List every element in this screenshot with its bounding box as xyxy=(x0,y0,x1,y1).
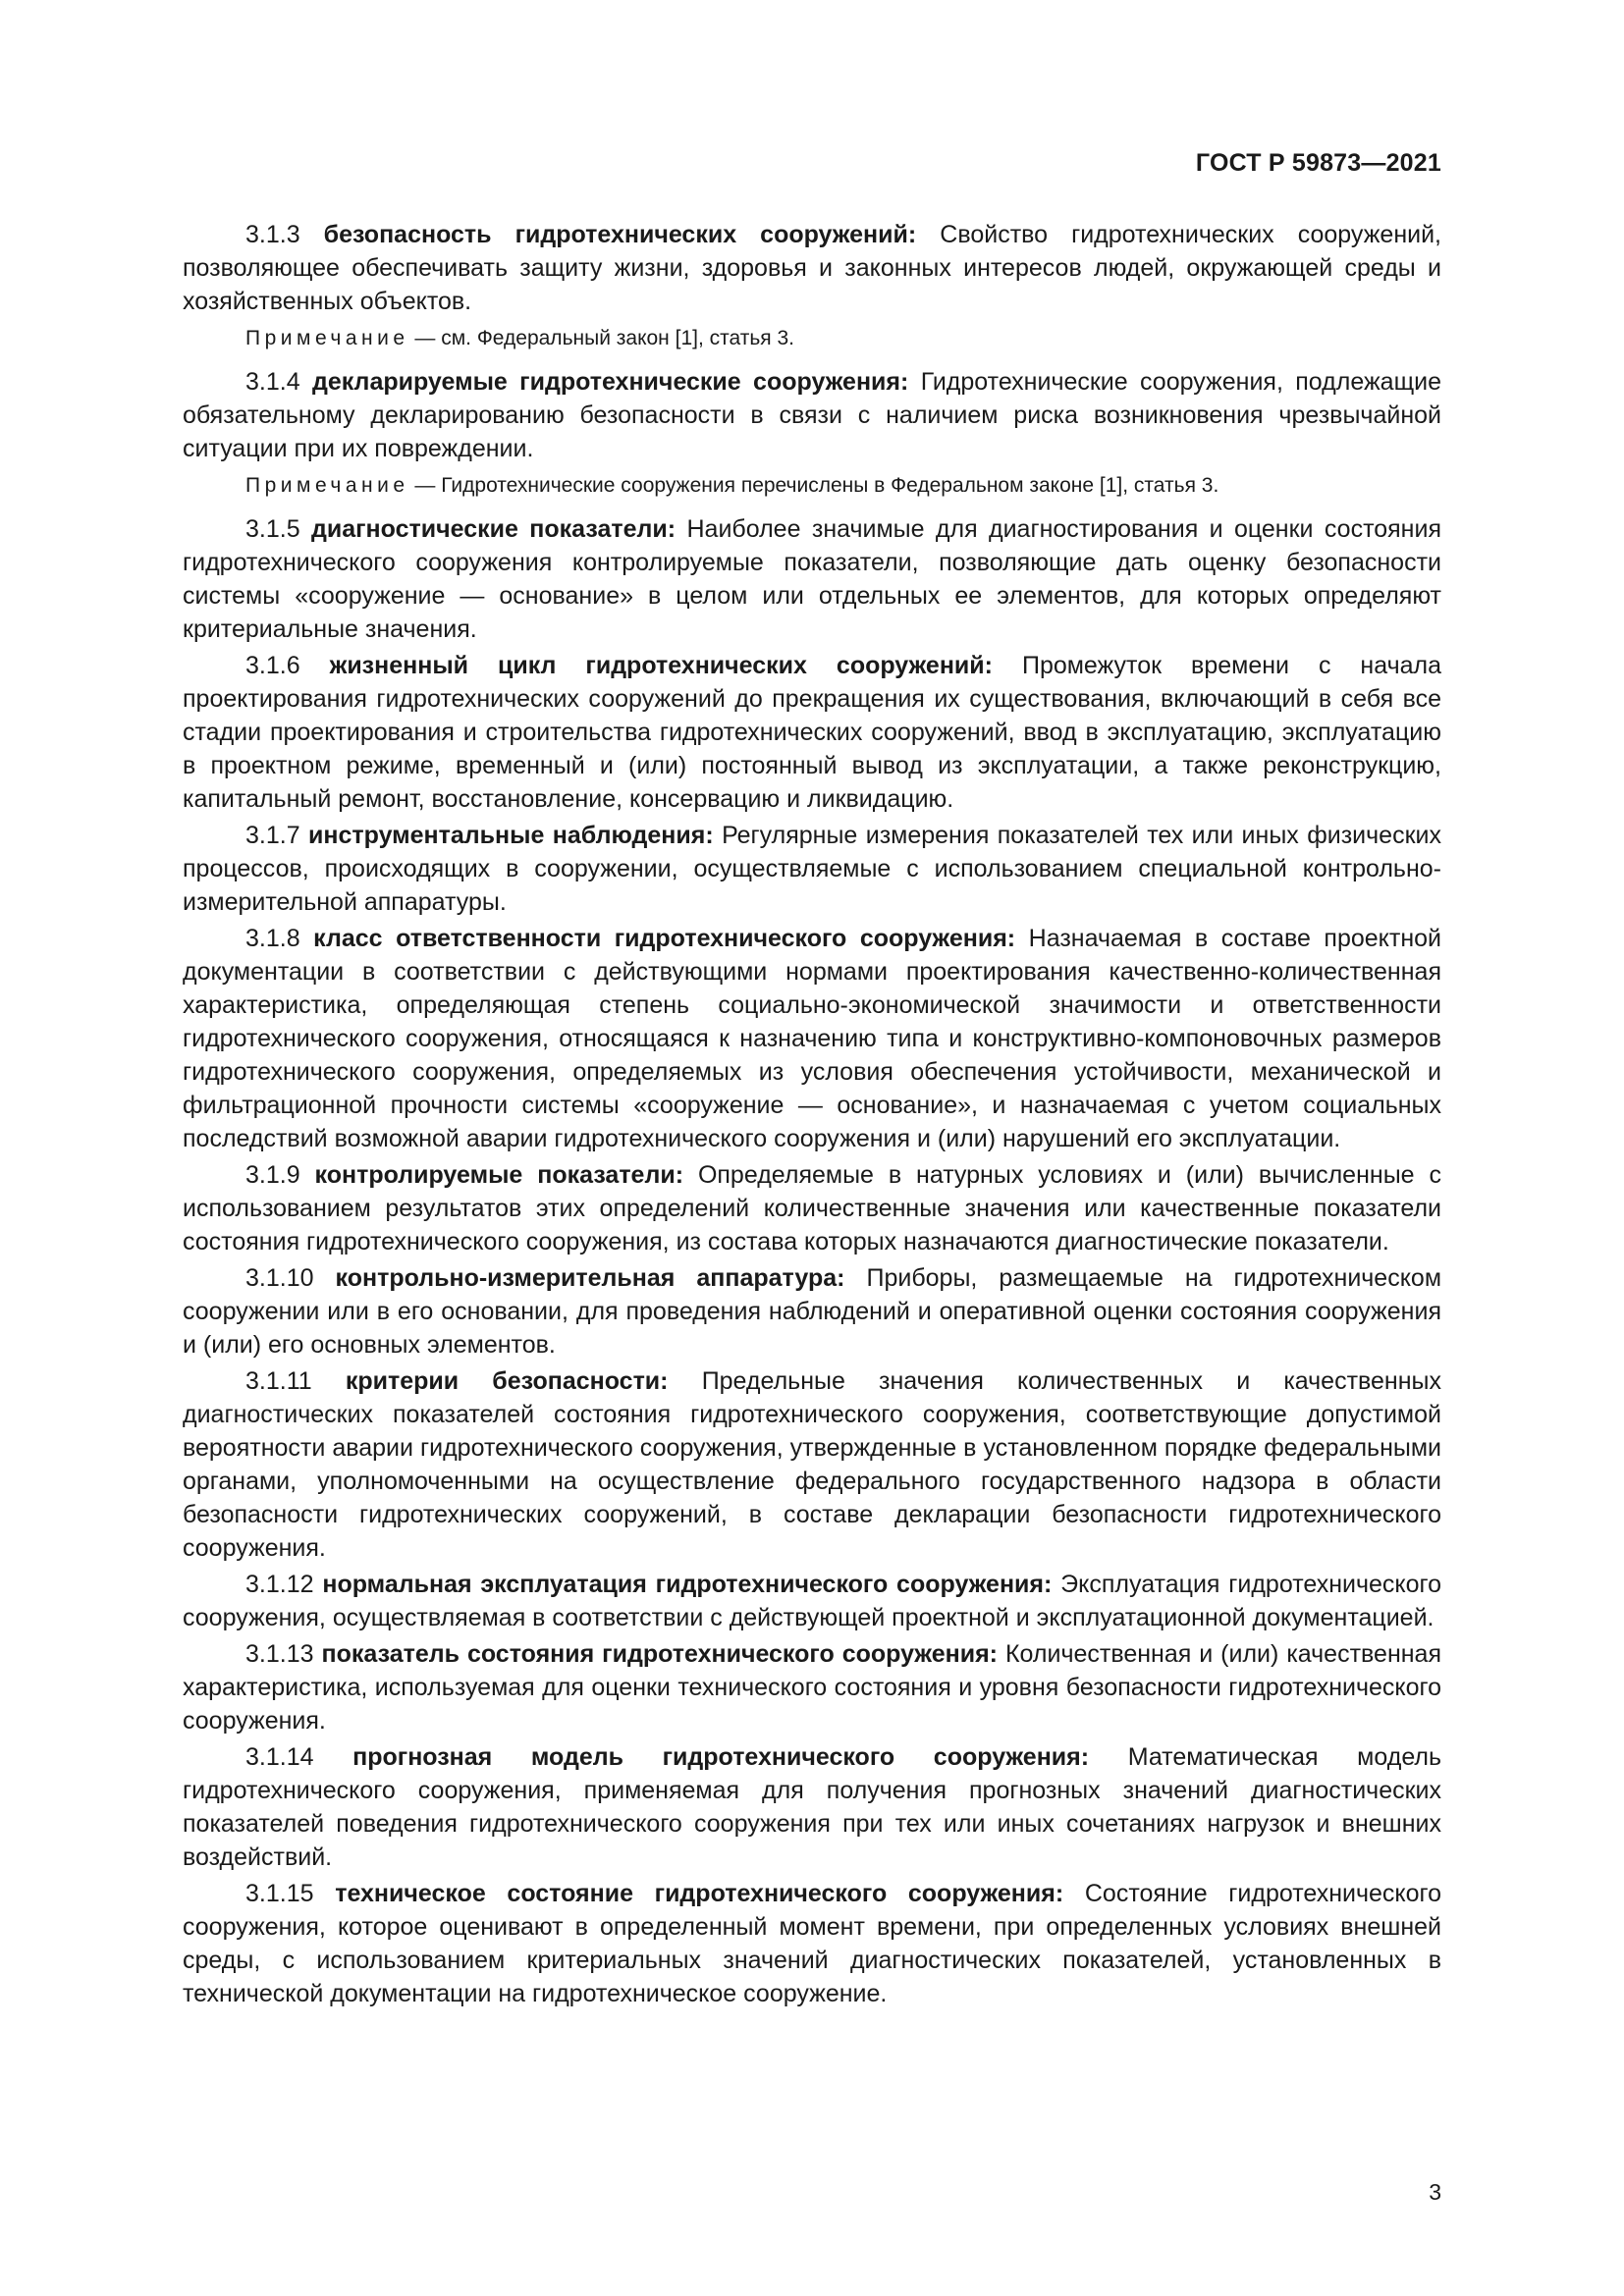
definition-entry xyxy=(183,649,1441,816)
entry-definition: Промежуток времени с начала проектирования гидротехнических сооружений до прекращения их существования, включающий в себя все стадии проектирования и строительства гидротехнических сооружений, ввод в эксплуатацию, эксплуатацию в проектном режиме, временный и (или) постоянный вывод из эксплуатации, а также реконструкцию, капитальный ремонт, восстановление, консервацию и ликвидацию. xyxy=(183,652,1442,813)
entry-definition: Гидротехнические сооружения, подлежащие обязательному декларированию безопасности в связи с наличием риска возникновения чрезвычайной ситуации при их повреждении. xyxy=(183,368,1442,462)
definition-entry xyxy=(183,1568,1441,1634)
entry-term: прогнозная модель гидротехнического сооружения: xyxy=(352,1743,1090,1771)
definition-entry xyxy=(183,365,1441,465)
definition-entry xyxy=(183,922,1441,1155)
entry-definition: Назначаемая в составе проектной документации в соответствии с действующими нормами проектирования качественно-количественная характеристика, определяющая степень социально-экономической значимости и ответственности гидротехнического сооружения, относящаяся к назначению типа и конструктивно-компоновочных размеров гидротехнического сооружения, определяемых из условия обеспечения устойчивости, механической и фильтрационной прочности системы «сооружение — основание», и назначаемая с учетом социальных последствий возможной аварии гидротехнического сооружения и (или) нарушений его эксплуатации. xyxy=(183,925,1441,1152)
entry-term: нормальная эксплуатация гидротехнического сооружения: xyxy=(322,1571,1053,1598)
entry-definition: Предельные значения количественных и качественных диагностических показателей состояния гидротехнического сооружения, соответствующие допустимой вероятности аварии гидротехнического сооружения, утвержденные в установленном порядке федеральными органами, уполномоченными на осуществление федерального государственного надзора в области безопасности гидротехнических сооружений, в составе декларации безопасности гидротехнического сооружения. xyxy=(183,1367,1442,1562)
entry-number: 3.1.8 xyxy=(245,925,300,952)
note-label: Примечание xyxy=(245,474,409,497)
entry-note xyxy=(183,324,1441,353)
note-text: — см. Федеральный закон [1], статья 3. xyxy=(408,327,794,349)
entry-number: 3.1.5 xyxy=(245,515,300,543)
page-number: 3 xyxy=(1429,2179,1441,2205)
note-label: Примечание xyxy=(245,327,409,349)
document-id-header: ГОСТ Р 59873—2021 xyxy=(1195,149,1441,177)
entry-definition: Определяемые в натурных условиях и (или) вычисленные с использованием результатов этих определений количественные значения или качественные показатели состояния гидротехнического сооружения, из состава которых назначаются диагностические показатели. xyxy=(183,1161,1441,1255)
entry-definition: Состояние гидротехнического сооружения, которое оценивают в определенный момент времени, при определенных условиях внешней среды, с использованием критериальных значений диагностических показателей, установленных в технической документации на гидротехническое сооружение. xyxy=(183,1880,1442,2007)
entry-definition: Математическая модель гидротехнического сооружения, применяемая для получения прогнозных значений диагностических показателей поведения гидротехнического сооружения при тех или иных сочетаниях нагрузок и внешних воздействий. xyxy=(183,1743,1442,1871)
definitions-section xyxy=(183,218,1441,2013)
entry-number: 3.1.3 xyxy=(245,221,300,248)
entry-number: 3.1.4 xyxy=(245,368,300,396)
entry-definition: Эксплуатация гидротехнического сооружения, осуществляемая в соответствии с действующей проектной и эксплуатационной документацией. xyxy=(183,1571,1442,1631)
entry-definition: Приборы, размещаемые на гидротехническом сооружении или в его основании, для проведения наблюдений и оперативной оценки состояния сооружения и (или) его основных элементов. xyxy=(183,1264,1442,1359)
entry-definition: Наиболее значимые для диагностирования и оценки состояния гидротехнического сооружения контролируемые показатели, позволяющие дать оценку безопасности системы «сооружение — основание» в целом или отдельных ее элементов, для которых определяют критериальные значения. xyxy=(183,515,1441,643)
entry-term: диагностические показатели: xyxy=(311,515,677,543)
entry-number: 3.1.10 xyxy=(245,1264,314,1292)
entry-definition: Количественная и (или) качественная характеристика, используемая для оценки технического состояния и уровня безопасности гидротехнического сооружения. xyxy=(183,1640,1441,1735)
entry-term: безопасность гидротехнических сооружений: xyxy=(323,221,917,248)
entry-number: 3.1.7 xyxy=(245,822,300,849)
definition-entry xyxy=(183,819,1441,919)
entry-definition: Свойство гидротехнических сооружений, позволяющее обеспечивать защиту жизни, здоровья и законных интересов людей, окружающей среды и хозяйственных объектов. xyxy=(183,221,1441,315)
entry-number: 3.1.9 xyxy=(245,1161,300,1189)
definition-entry xyxy=(183,1158,1441,1258)
definition-entry xyxy=(183,1740,1441,1874)
definition-entry xyxy=(183,1637,1441,1737)
entry-term: критерии безопасности: xyxy=(345,1367,669,1395)
entry-term: техническое состояние гидротехнического сооружения: xyxy=(335,1880,1064,1907)
entry-term: жизненный цикл гидротехнических сооружений: xyxy=(329,652,993,679)
entry-term: контролируемые показатели: xyxy=(314,1161,684,1189)
entry-note xyxy=(183,471,1441,501)
entry-number: 3.1.13 xyxy=(245,1640,314,1668)
entry-term: контрольно-измерительная аппаратура: xyxy=(335,1264,845,1292)
note-text: — Гидротехнические сооружения перечислены в Федеральном законе [1], статья 3. xyxy=(408,474,1219,497)
definition-entry xyxy=(183,512,1441,646)
definition-entry xyxy=(183,218,1441,318)
entry-number: 3.1.14 xyxy=(245,1743,314,1771)
definition-entry xyxy=(183,1261,1441,1362)
entry-term: класс ответственности гидротехнического сооружения: xyxy=(313,925,1016,952)
entry-number: 3.1.12 xyxy=(245,1571,314,1598)
entry-term: показатель состояния гидротехнического сооружения: xyxy=(321,1640,998,1668)
definition-entry xyxy=(183,1364,1441,1565)
entry-number: 3.1.15 xyxy=(245,1880,314,1907)
entry-term: инструментальные наблюдения: xyxy=(308,822,714,849)
definition-entry xyxy=(183,1877,1441,2010)
entry-number: 3.1.6 xyxy=(245,652,300,679)
entry-definition: Регулярные измерения показателей тех или иных физических процессов, происходящих в сооружении, осуществляемые с использованием специальной контрольно-измерительной аппаратуры. xyxy=(183,822,1441,916)
entry-number: 3.1.11 xyxy=(245,1367,312,1395)
entry-term: декларируемые гидротехнические сооружения: xyxy=(311,368,909,396)
